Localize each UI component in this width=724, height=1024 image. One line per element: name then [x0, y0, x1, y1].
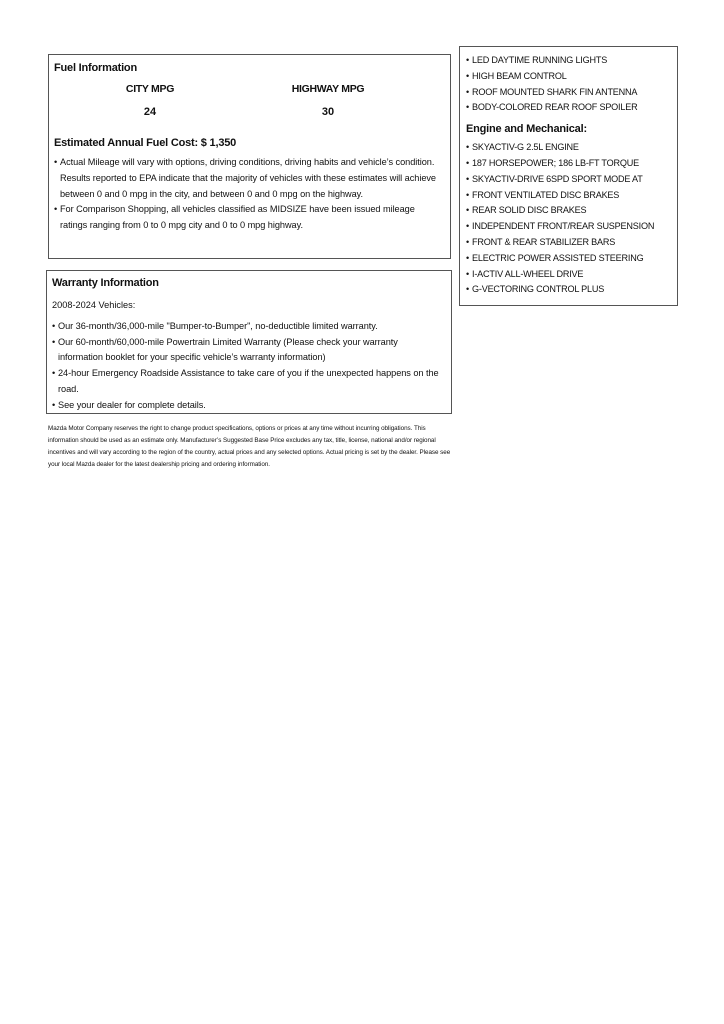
feature-item: • ROOF MOUNTED SHARK FIN ANTENNA — [466, 85, 673, 101]
fuel-information-box — [48, 54, 451, 259]
feature-item: • FRONT VENTILATED DISC BRAKES — [466, 188, 673, 204]
feature-item: • SKYACTIV-DRIVE 6SPD SPORT MODE AT — [466, 172, 673, 188]
city-mpg-label: CITY MPG — [125, 83, 175, 95]
annual-fuel-cost: Estimated Annual Fuel Cost: $ 1,350 — [54, 137, 237, 149]
feature-item: • G-VECTORING CONTROL PLUS — [466, 282, 673, 298]
feature-item: • HIGH BEAM CONTROL — [466, 69, 673, 85]
warranty-item: • 24-hour Emergency Roadside Assistance to take care of you if the unexpected happens on the road. — [52, 366, 445, 398]
warranty-item: • Our 36-month/36,000-mile "Bumper-to-Bumper", no-deductible limited warranty. — [52, 319, 445, 335]
comparison-note: • For Comparison Shopping, all vehicles classified as MIDSIZE have been issued mileage ratings ranging from 0 to 0 mpg city and 0 to 0 mpg highway. — [54, 202, 444, 234]
feature-item: • SKYACTIV-G 2.5L ENGINE — [466, 140, 673, 156]
feature-item: • I-ACTIV ALL-WHEEL DRIVE — [466, 267, 673, 283]
feature-item: • 187 HORSEPOWER; 186 LB-FT TORQUE — [466, 156, 673, 172]
warranty-information-title: Warranty Information — [52, 277, 159, 289]
highway-mpg-label: HIGHWAY MPG — [291, 83, 365, 95]
warranty-information-box — [46, 270, 452, 414]
warranty-item: • Our 60-month/60,000-mile Powertrain Limited Warranty (Please check your warranty information booklet for your specific vehicle’s warranty information) — [52, 335, 445, 367]
feature-item: • REAR SOLID DISC BRAKES — [466, 203, 673, 219]
city-mpg — [90, 82, 210, 119]
fuel-information-title: Fuel Information — [54, 62, 137, 74]
feature-item: • BODY-COLORED REAR ROOF SPOILER — [466, 100, 673, 116]
warranty-item: • See your dealer for complete details. — [52, 398, 445, 414]
feature-item: • ELECTRIC POWER ASSISTED STEERING — [466, 251, 673, 267]
disclaimer-text: Mazda Motor Company reserves the right to change product specifications, options or prices at any time without incurring obligations. This information should be used as an estimate only. Manufacturer’s Suggested Base Price excludes any tax, title, license, national and/or regional incentives and will vary according to the region of the country, actual prices and any selected options. Actual pricing is set by the dealer. Please see your local Mazda dealer for the latest dealership pricing and ordering information. — [48, 425, 451, 469]
engine-mechanical-title: Engine and Mechanical: — [466, 123, 587, 136]
warranty-vehicles: 2008-2024 Vehicles: — [52, 300, 136, 310]
mileage-note: • Actual Mileage will vary with options, driving conditions, driving habits and vehicle’s condition. Results reported to EPA indicate that the majority of vehicles with these estimates will achieve between 0 and 0 mpg in the city, and between 0 and 0 mpg on the highway. — [54, 155, 444, 202]
feature-item: • LED DAYTIME RUNNING LIGHTS — [466, 53, 673, 69]
mpg-row — [54, 82, 444, 128]
feature-item: • FRONT & REAR STABILIZER BARS — [466, 235, 673, 251]
features-box — [459, 46, 678, 306]
highway-mpg-value: 30 — [321, 106, 335, 118]
highway-mpg — [268, 82, 388, 119]
city-mpg-value: 24 — [143, 106, 157, 118]
feature-item: • INDEPENDENT FRONT/REAR SUSPENSION — [466, 219, 673, 235]
